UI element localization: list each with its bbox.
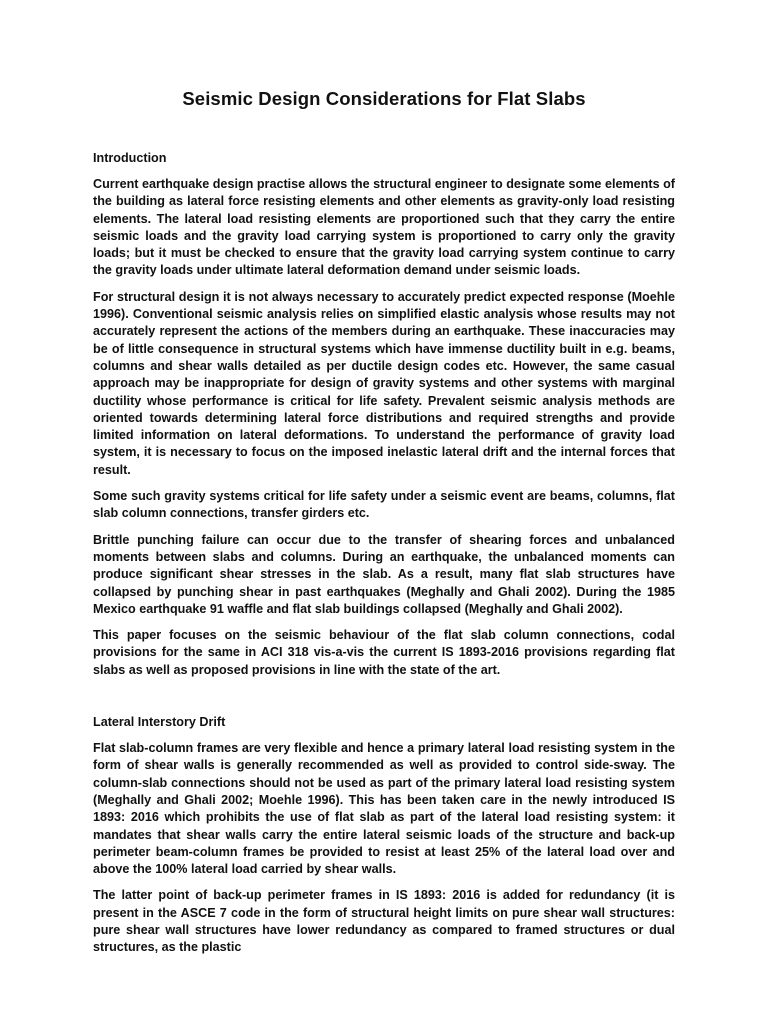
paragraph: This paper focuses on the seismic behaviour of the flat slab column connections, codal provisions for the same in ACI 318 vis-a-vis the current IS 1893-2016 provisions regarding flat slabs as well as proposed provisions in line with the state of the art.: [93, 628, 675, 677]
section-heading: Introduction: [93, 151, 167, 165]
paragraph: Flat slab-column frames are very flexible and hence a primary lateral load resisting system in the form of shear walls is generally recommended as well as provided to control side-sway. The column-slab connections should not be used as part of the primary lateral load resisting system (Meghally and Ghali 2002; Moehle 1996). This has been taken care in the newly introduced IS 1893: 2016 which prohibits the use of flat slab as part of the lateral load resisting system: it mandates that shear walls carry the entire lateral seismic loads of the structure and back-up perimeter beam-column frames be provided to resist at least 25% of the lateral load over and above the 100% lateral load carried by shear walls.: [93, 741, 675, 877]
paragraph: The latter point of back-up perimeter frames in IS 1893: 2016 is added for redundancy (it is present in the ASCE 7 code in the form of structural height limits on pure shear wall structures: pure shear wall structures have lower redundancy as compared to framed structures or dual structures, as the plastic: [93, 888, 675, 955]
document-title: Seismic Design Considerations for Flat Slabs: [182, 88, 586, 109]
document-body: [93, 150, 675, 966]
paragraph: Brittle punching failure can occur due to the transfer of shearing forces and unbalanced moments between slabs and columns. During an earthquake, the unbalanced moments can produce significant shear stresses in the slab. As a result, many flat slab structures have collapsed by punching shear in past earthquakes (Meghally and Ghali 2002). During the 1985 Mexico earthquake 91 waffle and flat slab buildings collapsed (Meghally and Ghali 2002).: [93, 532, 675, 616]
section-heading: Lateral Interstory Drift: [93, 715, 226, 730]
paragraph: Current earthquake design practise allows the structural engineer to designate some elements of the building as lateral force resisting elements and other elements as gravity-only load resisting elements. The lateral load resisting elements are proportioned such that they carry the entire seismic loads and the gravity load carrying system is proportioned to carry only the gravity loads; but it must be checked to ensure that the gravity load carrying system continue to carry the gravity loads under ultimate lateral deformation demand under seismic loads.: [93, 177, 675, 278]
section-lateral-interstory-drift: [93, 714, 675, 957]
section-introduction: [93, 150, 675, 679]
section-spacer: [93, 688, 675, 714]
paragraph: Some such gravity systems critical for life safety under a seismic event are beams, columns, flat slab column connections, transfer girders etc.: [93, 489, 675, 521]
paragraph: For structural design it is not always necessary to accurately predict expected response (Moehle 1996). Conventional seismic analysis relies on simplified elastic analysis whose results may not accurately represent the actions of the members during an earthquake. These inaccuracies may be of little consequence in structural systems which have immense ductility built in e.g. beams, columns and shear walls detailed as per ductile design codes etc. However, the same casual approach may be inappropriate for design of gravity systems and other systems with marginal ductility whose performance is critical for life safety. Prevalent seismic analysis methods are oriented towards determining lateral force distributions and required strengths and provide limited information on lateral deformations. To understand the performance of gravity load system, it is necessary to focus on the imposed inelastic lateral drift and the internal forces that result.: [93, 289, 675, 477]
